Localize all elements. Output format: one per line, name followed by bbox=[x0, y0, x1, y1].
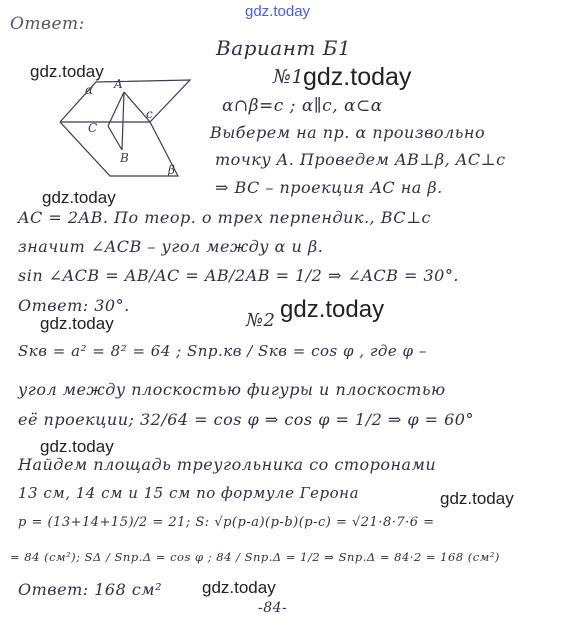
watermark-label: gdz.today bbox=[40, 437, 114, 456]
watermark-label: gdz.today bbox=[440, 489, 514, 508]
task2-answer: Ответ: 168 см² bbox=[18, 580, 162, 599]
watermark-label: gdz.today bbox=[30, 62, 104, 81]
task2-line: угол между плоскостью фигуры и плоскостью bbox=[18, 380, 446, 399]
watermark-label: gdz.today bbox=[280, 296, 385, 323]
task1-answer: Ответ: 30°. bbox=[18, 296, 130, 315]
cut-off-answer-text: Ответ: bbox=[10, 14, 85, 34]
task2-heron-formula: p = (13+14+15)/2 = 21; S: √p(p-a)(p-b)(p-c) = √21·8·7·6 = bbox=[18, 515, 435, 530]
task2-line: Sкв = a² = 8² = 64 ; Sпр.кв / Sкв = cos φ , где φ – bbox=[18, 342, 427, 360]
task2-line: 13 см, 14 см и 15 см по формуле Герона bbox=[18, 484, 360, 502]
line-c-label: c bbox=[146, 107, 153, 121]
task1-given: α∩β=c ; α∥c, α⊂α bbox=[222, 96, 383, 116]
watermark-label: gdz.today bbox=[40, 314, 114, 333]
watermark-label: gdz.today bbox=[42, 188, 116, 207]
watermark-top: gdz.today bbox=[245, 3, 311, 20]
plane-beta-outline bbox=[60, 122, 178, 176]
plane-alpha-label: α bbox=[85, 83, 94, 97]
segment-ab bbox=[122, 92, 124, 150]
task1-line: ⇒ BC – проекция AC на β. bbox=[215, 178, 443, 197]
point-a-label: A bbox=[114, 77, 123, 91]
segment-bc bbox=[108, 126, 122, 150]
task1-line: точку A. Проведем AB⊥β, AC⊥c bbox=[215, 150, 506, 169]
task-2-number: №2 bbox=[246, 310, 276, 331]
page-number: -84- bbox=[258, 600, 288, 616]
task1-line: значит ∠ACB – угол между α и β. bbox=[18, 237, 324, 256]
variant-heading: Вариант Б1 bbox=[216, 36, 352, 60]
task2-line: её проекции; 32/64 = cos φ ⇒ cos φ = 1/2 ⇒ φ = 60° bbox=[18, 410, 474, 429]
task1-line: AC = 2AB. По теор. о трех перпендик., BC⊥c bbox=[18, 208, 431, 227]
plane-alpha-outline bbox=[60, 80, 190, 122]
task2-line: Найдем площадь треугольника со сторонами bbox=[18, 455, 437, 474]
point-c-label: C bbox=[88, 121, 98, 135]
point-b-label: B bbox=[120, 151, 129, 165]
task-1-number: №1 bbox=[273, 66, 305, 88]
watermark-label: gdz.today bbox=[303, 63, 412, 91]
task1-formula: sin ∠ACB = AB/AC = AB/2AB = 1/2 ⇒ ∠ACB = 30°. bbox=[18, 266, 459, 285]
task1-line: Выберем на пр. α произвольно bbox=[210, 123, 486, 142]
segment-ac bbox=[108, 92, 124, 126]
task2-line: = 84 (см²); SΔ / Sпр.Δ = cos φ ; 84 / Sпр.Δ = 1/2 ⇒ Sпр.Δ = 84·2 = 168 (см²) bbox=[10, 550, 500, 564]
plane-beta-label: β bbox=[168, 163, 175, 177]
watermark-label: gdz.today bbox=[202, 578, 276, 597]
